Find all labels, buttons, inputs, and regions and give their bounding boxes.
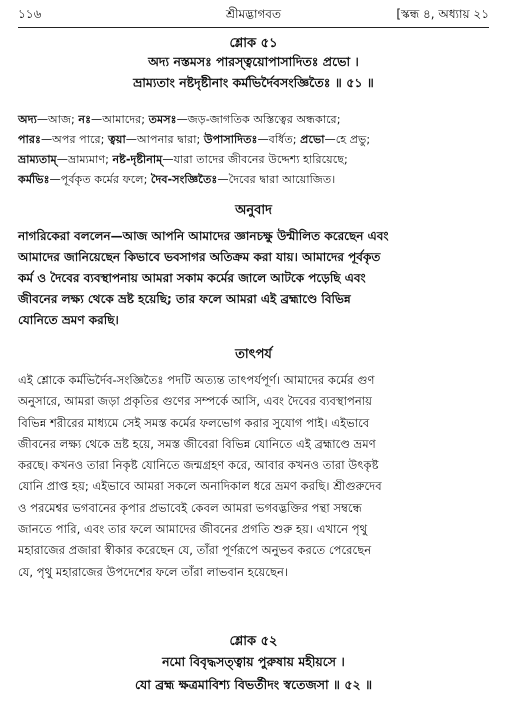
purport-line: যে, পৃথু মহারাজের উপদেশের ফলে তাঁরা লাভবান হয়েছেন। — [18, 564, 289, 579]
verse-52-line-1: নমো বিবৃদ্ধসত্ত্বায় পুরুষায় মহীয়সে । — [162, 654, 345, 669]
translation-heading: অনুবাদ — [235, 203, 272, 218]
purport-line: এই শ্লোকে কর্মভির্দৈব-সংজ্ঞিতৈঃ পদটি অত্যন্ত তাৎপর্যপূর্ণ। আমাদের কর্মের গুণ — [18, 373, 375, 387]
purport-line: ও পরমেশ্বর ভগবানের কৃপার প্রভাবেই কেবল আমরা ভগবদ্ভক্তির পন্থা সম্বন্ধে — [18, 500, 362, 515]
translation-line: নাগরিকেরা বললেন—আজ আপনি আমাদের জ্ঞানচক্ষু উন্মীলিত করেছেন এবং — [18, 229, 389, 243]
translation-line: জীবনের লক্ষ্য থেকে ভ্রষ্ট হয়েছি; তার ফলে আমরা এই ব্রহ্মাণ্ডে বিভিন্ন — [18, 292, 351, 306]
purport-line: মহারাজের প্রজারা স্বীকার করেছেন যে, তাঁরা পূর্ণরূপে অনুভব করতে পেরেছেন — [18, 543, 372, 558]
verse-51-line-2: ভ্রাম্যতাং নষ্টদৃষ্টীনাং কর্মভির্দৈবসংজ্ঞিতৈঃ ॥ ৫১ ॥ — [133, 75, 374, 90]
book-title: শ্রীমদ্ভাগবত — [225, 7, 281, 21]
verse-52-line-2: যো ব্রহ্ম ক্ষত্রমাবিশ্য বিভর্তীদং স্বতেজসা ॥ ৫২ ॥ — [134, 677, 373, 692]
synonym-line: ভ্রাম্যতাম্—ভ্রাম্যমাণ; নষ্ট-দৃষ্টীনাম্—যারা তাদের জীবনের উদ্দেশ্য হারিয়েছে; — [18, 153, 348, 166]
verse-52-heading: শ্লোক ৫২ — [229, 634, 278, 649]
purport-line: জীবনের লক্ষ্য থেকে ভ্রষ্ট হয়ে, সমস্ত জীবেরা বিভিন্ন যোনিতে এই ব্রহ্মাণ্ডে ভ্রমণ — [18, 436, 376, 451]
synonym-line: অদ্য—আজ; নঃ—আমাদের; তমসঃ—জড়-জাগতিক অস্তিত্বের অন্ধকারে; — [18, 113, 341, 126]
translation-line: যোনিতে ভ্রমণ করছি। — [18, 313, 119, 327]
header-rule — [18, 27, 489, 28]
translation-line: কর্ম ও দৈবের ব্যবস্থাপনায় আমরা সকাম কর্মের জালে আটকে পড়েছি এবং — [18, 271, 366, 285]
verse-51-heading: শ্লোক ৫১ — [229, 36, 278, 51]
purport-text — [18, 370, 485, 583]
translation-line: আমাদের জানিয়েছেন কিভাবে ভবসাগর অতিক্রম করা যায়। আমাদের পূর্বকৃত — [18, 250, 381, 264]
chapter-reference: [স্কন্ধ ৪, অধ্যায় ২১ — [396, 7, 489, 21]
synonyms-block — [18, 110, 485, 190]
purport-heading: তাৎপর্য — [235, 347, 272, 362]
purport-line: অনুসারে, আমরা জড়া প্রকৃতির গুণের সম্পর্কে আসি, এবং দৈবের ব্যবস্থাপনায় — [18, 394, 372, 409]
synonym-line: কর্মভিঃ—পূর্বকৃত কর্মের ফলে; দৈব-সংজ্ঞিতৈঃ—দৈবের দ্বারা আয়োজিত। — [18, 173, 336, 186]
purport-line: করছে। কখনও তারা নিকৃষ্ট যোনিতে জন্মগ্রহণ করে, আবার কখনও তারা উৎকৃষ্ট — [18, 458, 379, 473]
running-header — [18, 6, 489, 26]
purport-line: যোনি প্রাপ্ত হয়; এইভাবে আমরা সকলে অনাদিকাল ধরে ভ্রমণ করছি। শ্রীগুরুদেব — [18, 479, 382, 494]
translation-text — [18, 226, 485, 331]
purport-line: জানতে পারি, এবং তার ফলে আমাদের জীবনের প্রগতি শুরু হয়। এখানে পৃথু — [18, 522, 368, 537]
page-number: ১১৬ — [18, 7, 42, 21]
verse-51-line-1: অদ্য নস্তমসঃ পারস্ত্বয়োপাসাদিতঃ প্রভো । — [148, 54, 359, 69]
synonym-line: পারঃ—অপর পারে; ত্বয়া—আপনার দ্বারা; উপাসাদিতঃ—বর্ধিত; প্রভো—হে প্রভু; — [18, 133, 371, 146]
purport-line: বিভিন্ন শরীরের মাধ্যমে সেই সমস্ত কর্মের ফলভোগ করার সুযোগ পাই। এইভাবে — [18, 415, 370, 430]
